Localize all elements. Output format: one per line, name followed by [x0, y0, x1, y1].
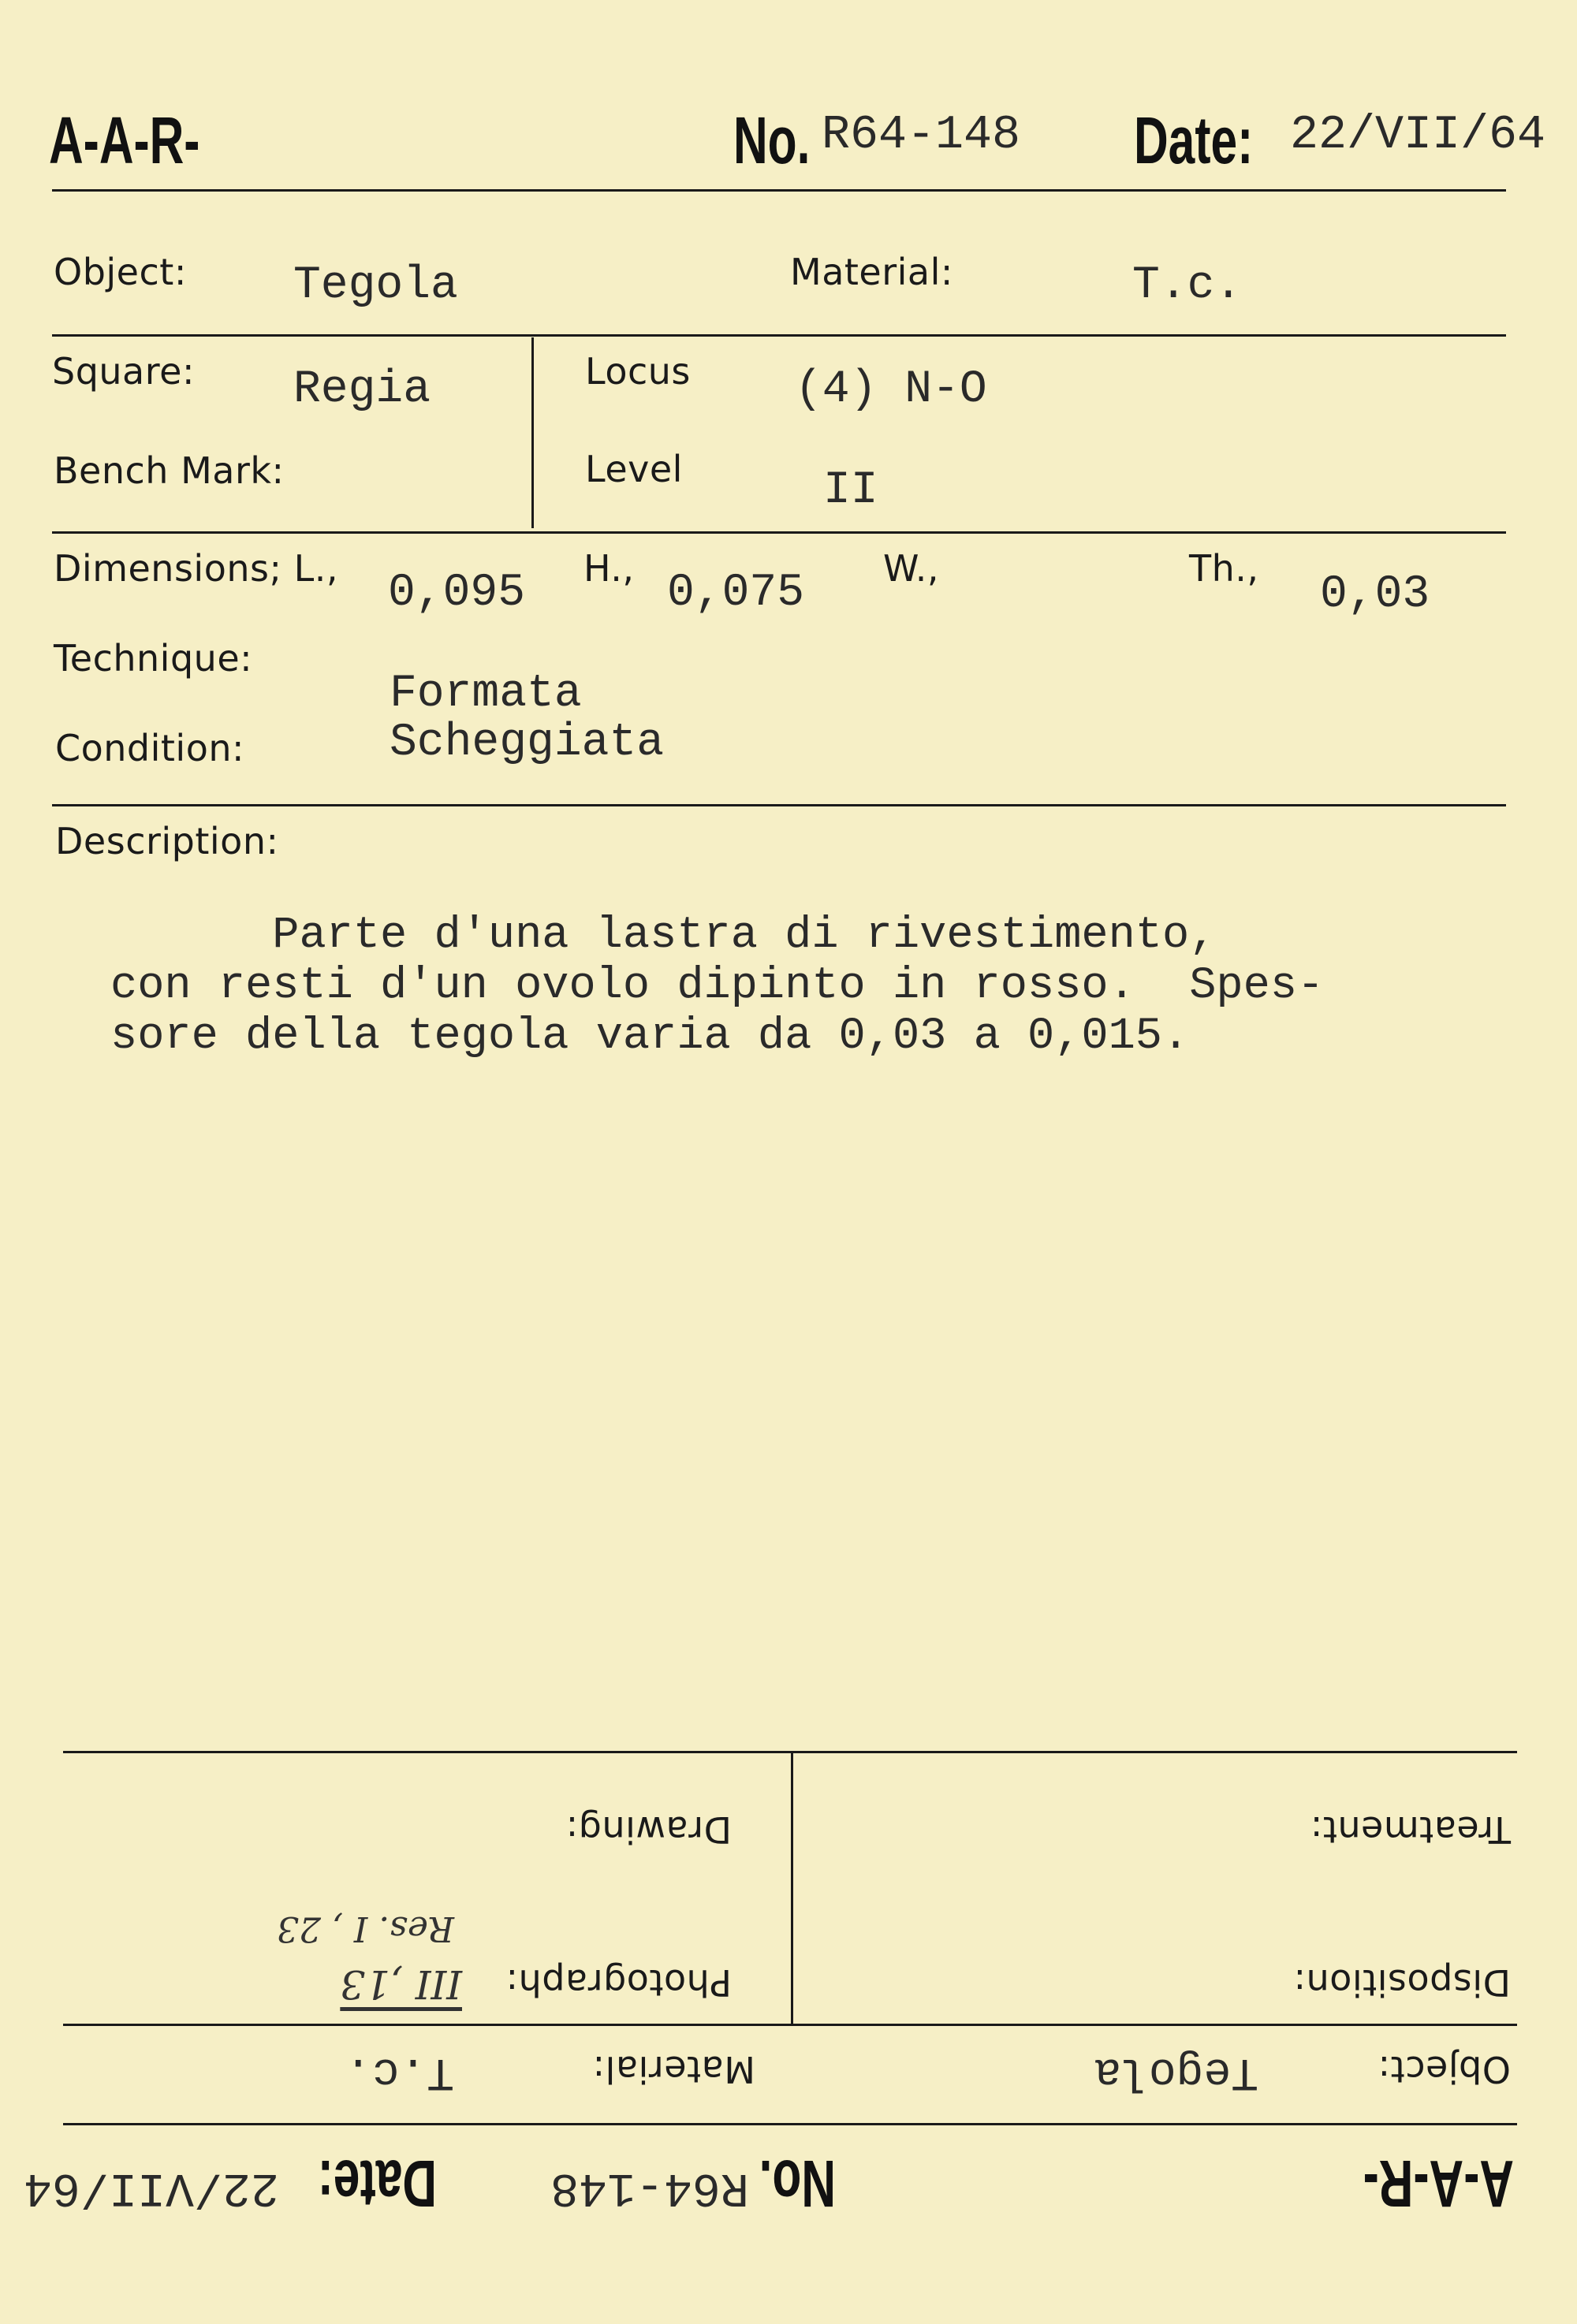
number-label: No. [733, 103, 811, 177]
back-number-value: R64-148 [550, 2160, 749, 2214]
date-label: Date: [1134, 103, 1254, 177]
back-date-label: Date: [317, 2147, 437, 2221]
back-top-rule [63, 1751, 1517, 1753]
back-object-label: Object: [1378, 2048, 1511, 2091]
description-label: Description: [55, 820, 279, 862]
back-org-code: A-A-R- [1363, 2147, 1514, 2221]
material-label: Material: [790, 251, 953, 293]
back-object-value: Tegola [1094, 2046, 1258, 2097]
length-value: 0,095 [388, 568, 526, 619]
condition-rule [52, 804, 1506, 806]
object-value: Tegola [293, 260, 458, 311]
back-photograph-note: Res. I , 23 [276, 1909, 454, 1949]
thickness-value: 0,03 [1320, 569, 1430, 620]
square-value: Regia [293, 364, 431, 415]
back-object-rule [63, 2024, 1517, 2026]
object-rule [52, 334, 1506, 337]
height-label: H., [583, 547, 635, 590]
level-label: Level [585, 448, 683, 490]
technique-value: Formata [390, 669, 582, 720]
back-photograph-label: Photograph: [505, 1961, 732, 2004]
back-treatment-label: Treatment: [1310, 1808, 1511, 1851]
back-date-value: 22/VII/64 [23, 2160, 279, 2214]
back-divider [791, 1753, 793, 2024]
back-material-label: Material: [592, 2048, 755, 2091]
square-divider [531, 337, 534, 528]
back-header-rule [63, 2123, 1517, 2125]
locus-value: (4) N-O [795, 364, 987, 415]
condition-label: Condition: [55, 727, 245, 769]
number-value: R64-148 [822, 109, 1021, 162]
back-photograph-value: III ,13 [340, 1961, 462, 2007]
technique-label: Technique: [54, 637, 253, 680]
back-material-value: T.c. [344, 2046, 454, 2097]
width-label: W., [883, 547, 939, 590]
back-disposition-label: Disposition: [1293, 1961, 1511, 2004]
thickness-label: Th., [1189, 547, 1259, 590]
date-value: 22/VII/64 [1290, 109, 1546, 162]
header-rule [52, 189, 1506, 192]
level-value: II [823, 465, 878, 516]
condition-value: Scheggiata [390, 717, 665, 769]
material-value: T.c. [1132, 260, 1243, 311]
bench-mark-label: Bench Mark: [54, 449, 285, 492]
square-label: Square: [52, 350, 195, 393]
locus-rule [52, 531, 1506, 534]
back-section-inverted [0, 1679, 1577, 2324]
locus-label: Locus [585, 350, 691, 393]
object-label: Object: [54, 251, 187, 293]
height-value: 0,075 [667, 568, 805, 619]
back-drawing-label: Drawing: [565, 1808, 732, 1851]
dimensions-label: Dimensions; L., [54, 547, 338, 590]
description-text: Parte d'una lastra di rivestimento, con resti d'un ovolo dipinto in rosso. Spes- sore della tegola varia da 0,03 a 0,015. [110, 911, 1325, 1062]
back-number-label: No. [759, 2147, 836, 2221]
org-code: A-A-R- [49, 103, 200, 177]
